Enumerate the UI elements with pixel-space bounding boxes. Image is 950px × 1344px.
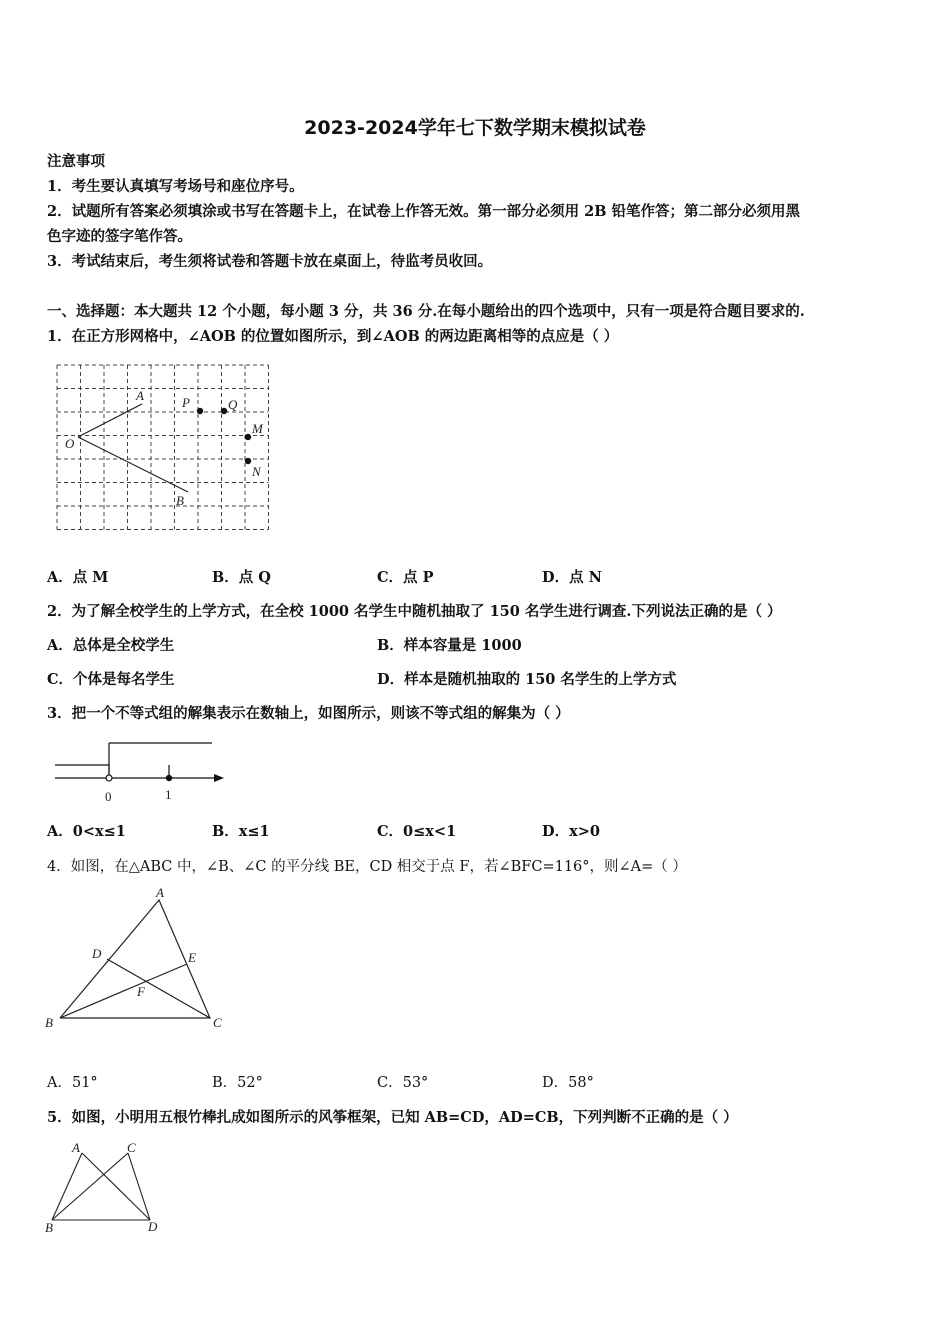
q1-option-c[interactable]: C．点 P [377, 569, 434, 586]
notice-item-2-cont: 色字迹的签字笔作答。 [47, 228, 192, 245]
q2-stem: 2．为了解全校学生的上学方式，在全校 1000 名学生中随机抽取了 150 名学生进行调查.下列说法正确的是（ ） [47, 603, 782, 620]
q1-option-d[interactable]: D．点 N [542, 569, 602, 586]
label-b: B [176, 493, 184, 508]
q4-option-b[interactable]: B．52° [212, 1075, 263, 1091]
label-m: M [252, 421, 263, 436]
q1-option-a[interactable]: A．点 M [47, 569, 109, 586]
tick-1: 1 [165, 787, 172, 802]
tick-0: 0 [105, 789, 112, 804]
point-n [245, 458, 251, 464]
q2-option-a[interactable]: A．总体是全校学生 [47, 637, 175, 654]
q3-option-d[interactable]: D．x>0 [542, 823, 600, 840]
q3-option-b[interactable]: B．x≤1 [212, 823, 270, 840]
label-b: B [45, 1220, 53, 1235]
q3-number-line [50, 735, 240, 810]
label-a: A [156, 885, 164, 900]
label-c: C [213, 1015, 222, 1030]
q4-stem: 4．如图，在△ABC 中，∠B、∠C 的平分线 BE，CD 相交于点 F，若∠BFC=116°，则∠A=（ ） [47, 859, 687, 875]
point-p [197, 408, 203, 414]
q4-option-c[interactable]: C．53° [377, 1075, 429, 1091]
label-b: B [45, 1015, 53, 1030]
label-q: Q [228, 397, 238, 412]
label-c: C [127, 1140, 136, 1155]
notice-item-1: 1．考生要认真填写考场号和座位序号。 [47, 178, 304, 195]
label-a: A [72, 1140, 80, 1155]
notice-item-3: 3．考试结束后，考生须将试卷和答题卡放在桌面上，待监考员收回。 [47, 253, 493, 270]
page-title: 2023-2024学年七下数学期末模拟试卷 [304, 117, 646, 139]
section-heading: 一、选择题：本大题共 12 个小题，每小题 3 分，共 36 分.在每小题给出的四个选项中，只有一项是符合题目要求的. [47, 303, 805, 320]
label-d: D [148, 1219, 158, 1234]
label-a: A [136, 388, 144, 403]
notice-heading: 注意事项 [47, 153, 105, 170]
point-q [221, 408, 227, 414]
q1-option-b[interactable]: B．点 Q [212, 569, 271, 586]
q3-option-c[interactable]: C．0≤x<1 [377, 823, 457, 840]
q5-stem: 5．如图，小明用五根竹棒扎成如图所示的风筝框架，已知 AB=CD，AD=CB，下列判断不正确的是（ ） [47, 1109, 738, 1126]
label-p: P [182, 395, 190, 410]
notice-item-2: 2．试题所有答案必须填涂或书写在答题卡上，在试卷上作答无效。第一部分必须用 2B 铅笔作答；第二部分必须用黑 [47, 203, 801, 220]
label-d: D [92, 946, 102, 961]
q2-option-b[interactable]: B．样本容量是 1000 [377, 637, 522, 654]
q3-stem: 3．把一个不等式组的解集表示在数轴上，如图所示，则该不等式组的解集为（ ） [47, 705, 570, 722]
point-m [245, 434, 251, 440]
q4-option-d[interactable]: D．58° [542, 1075, 594, 1091]
label-n: N [252, 464, 261, 479]
q2-option-c[interactable]: C．个体是每名学生 [47, 671, 175, 688]
label-f: F [137, 984, 145, 999]
q4-option-a[interactable]: A．51° [47, 1075, 98, 1091]
label-e: E [188, 950, 196, 965]
q3-option-a[interactable]: A．0<x≤1 [47, 823, 126, 840]
q1-stem: 1．在正方形网格中，∠AOB 的位置如图所示，到∠AOB 的两边距离相等的点应是（ ） [47, 328, 619, 345]
q4-triangle-figure [40, 885, 240, 1035]
q1-grid-figure [40, 355, 280, 545]
q5-kite-figure [40, 1138, 180, 1238]
label-o: O [65, 436, 75, 451]
q2-option-d[interactable]: D．样本是随机抽取的 150 名学生的上学方式 [377, 671, 677, 688]
